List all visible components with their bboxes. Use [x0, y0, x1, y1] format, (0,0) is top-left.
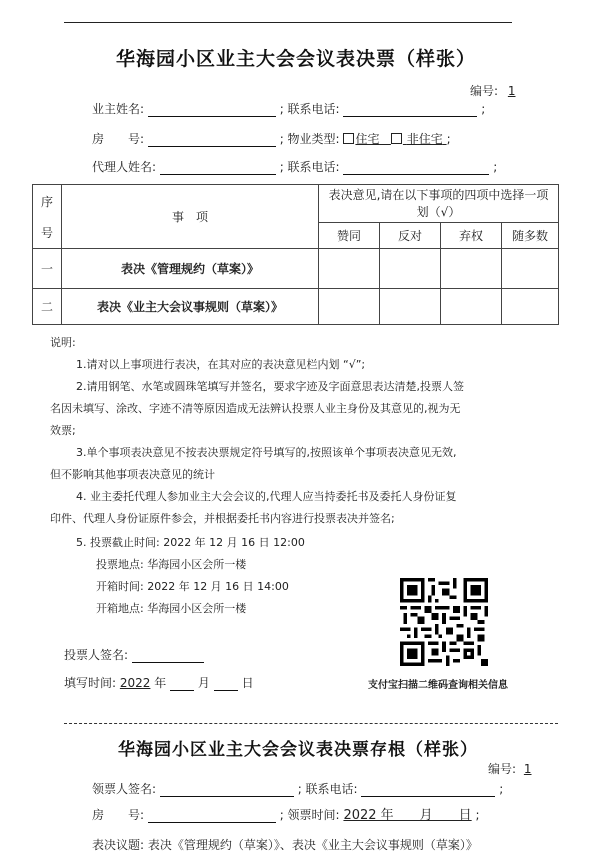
- proxy-contact-end: ;: [493, 160, 498, 174]
- stub-receiver-label: 领票人签名:: [92, 782, 157, 796]
- proxy-contact-field[interactable]: [343, 174, 489, 175]
- row-item: 表决《管理规约（草案）》: [62, 249, 319, 289]
- seq-header-top: 序: [40, 194, 53, 209]
- fill-time-month-unit: 月: [197, 676, 210, 690]
- note-1: 1.请对以上事项进行表决，在其对应的表决意见栏内划 “√”;: [76, 358, 366, 371]
- proxy-name-label: 代理人姓名:: [92, 160, 157, 174]
- option-agree: 赞同: [319, 223, 380, 249]
- owner-name-field[interactable]: [148, 116, 276, 117]
- ballot-number: [470, 82, 516, 99]
- stub-receiver-field[interactable]: [160, 796, 294, 797]
- note-4a: 4. 业主委托代理人参加业主大会会议的,代理人应当持委托书及委托人身份证复: [76, 490, 457, 503]
- vote-table: [32, 184, 559, 325]
- proxy-row: [92, 158, 497, 175]
- seq-header-bottom: 号: [40, 225, 53, 240]
- vote-cell-oppose[interactable]: [380, 289, 441, 325]
- item-header: 事 项: [62, 185, 319, 249]
- note-2a: 2.请用钢笔、水笔或圆珠笔填写并签名，要求字迹及字面意思表达清楚,投票人签: [76, 380, 464, 393]
- seq-header: [33, 185, 62, 249]
- note-5-open-place: 开箱地点: 华海园小区会所一楼: [96, 602, 247, 615]
- note-5: 5. 投票截止时间: 2022 年 12 月 16 日 12:00: [76, 536, 305, 549]
- owner-contact-field[interactable]: [343, 116, 477, 117]
- option-follow-majority: 随多数: [502, 223, 559, 249]
- fill-time-day-unit: 日: [241, 676, 254, 690]
- proxy-contact-label: ; 联系电话:: [279, 160, 340, 174]
- ballot-number-value: 1: [507, 84, 516, 98]
- owner-name-label: 业主姓名:: [92, 102, 145, 116]
- stub-title: 华海园小区业主大会会议表决票存根（样张）: [118, 740, 478, 760]
- vote-cell-majority[interactable]: [502, 249, 559, 289]
- note-3a: 3.单个事项表决意见不按表决票规定符号填写的,按照该单个事项表决意见无效,: [76, 446, 457, 459]
- room-row: [92, 130, 451, 147]
- vote-cell-majority[interactable]: [502, 289, 559, 325]
- stub-contact-field[interactable]: [361, 796, 495, 797]
- qr-caption: 支付宝扫描二维码查询相关信息: [368, 680, 508, 691]
- stub-number: [488, 760, 532, 777]
- property-type-end: ;: [446, 132, 451, 146]
- note-5-place: 投票地点: 华海园小区会所一楼: [96, 558, 247, 571]
- row-seq: 一: [33, 249, 62, 289]
- opinion-header: 表决意见,请在以下事项的四项中选择一项划（√）: [319, 185, 559, 223]
- voter-sign-field[interactable]: [132, 662, 204, 663]
- fill-time-year[interactable]: 2022: [119, 676, 151, 690]
- ballot-number-label: 编号:: [470, 84, 499, 98]
- top-rule: [64, 22, 512, 23]
- note-2b: 名因未填写、涂改、字迹不清等原因造成无法辨认投票人业主身份及其意见的,视为无: [50, 402, 461, 415]
- non-residential-label: 非住宅: [406, 132, 443, 146]
- fill-time-month-field[interactable]: [170, 690, 194, 691]
- cut-line: [64, 723, 558, 724]
- table-row: [33, 289, 559, 325]
- table-row: [33, 249, 559, 289]
- stub-number-label: 编号:: [488, 762, 517, 776]
- stub-number-value: 1: [523, 762, 532, 776]
- owner-row: [92, 100, 485, 117]
- row-seq: 二: [33, 289, 62, 325]
- vote-cell-oppose[interactable]: [380, 249, 441, 289]
- stub-contact-end: ;: [499, 782, 504, 796]
- vote-cell-agree[interactable]: [319, 289, 380, 325]
- note-4b: 印件、代理人身份证原件参会，并根据委托书内容进行投票表决并签名;: [50, 512, 395, 525]
- stub-receive-time-end: ;: [475, 808, 480, 822]
- notes-heading: 说明:: [50, 336, 76, 349]
- residential-label: 住宅: [355, 132, 380, 146]
- property-type-label: ; 物业类型:: [279, 132, 340, 146]
- option-oppose: 反对: [380, 223, 441, 249]
- property-type-options: [343, 132, 446, 146]
- room-label: 房 号:: [92, 132, 145, 146]
- stub-room-field[interactable]: [148, 822, 276, 823]
- vote-cell-abstain[interactable]: [441, 249, 502, 289]
- non-residential-checkbox[interactable]: [391, 133, 402, 144]
- voter-sign-row: [64, 646, 204, 663]
- proxy-name-field[interactable]: [160, 174, 276, 175]
- stub-topics: 表决议题: 表决《管理规约（草案）》、表决《业主大会议事规则（草案）》: [92, 838, 478, 852]
- fill-time-year-unit: 年: [154, 676, 167, 690]
- residential-checkbox[interactable]: [343, 133, 354, 144]
- stub-receiver-row: [92, 780, 503, 797]
- note-2c: 效票;: [50, 424, 76, 437]
- note-3b: 但不影响其他事项表决意见的统计: [50, 468, 215, 481]
- vote-cell-agree[interactable]: [319, 249, 380, 289]
- stub-receive-time-label: ; 领票时间:: [279, 808, 340, 822]
- note-5-open-time: 开箱时间: 2022 年 12 月 16 日 14:00: [96, 580, 289, 593]
- stub-room-label: 房 号:: [92, 808, 145, 822]
- qr-code-icon: [400, 578, 488, 666]
- option-abstain: 弃权: [441, 223, 502, 249]
- ballot-title: 华海园小区业主大会会议表决票（样张）: [116, 48, 477, 70]
- row-item: 表决《业主大会议事规则（草案）》: [62, 289, 319, 325]
- fill-time-row: [64, 674, 254, 691]
- room-field[interactable]: [148, 146, 276, 147]
- voter-sign-label: 投票人签名:: [64, 648, 129, 662]
- owner-contact-label: ; 联系电话:: [279, 102, 340, 116]
- stub-receive-time-value[interactable]: 2022 年 月 日: [343, 808, 472, 823]
- stub-contact-label: ; 联系电话:: [297, 782, 358, 796]
- stub-room-row: [92, 804, 480, 823]
- fill-time-label: 填写时间:: [64, 676, 117, 690]
- fill-time-day-field[interactable]: [214, 690, 238, 691]
- vote-cell-abstain[interactable]: [441, 289, 502, 325]
- owner-contact-end: ;: [481, 102, 486, 116]
